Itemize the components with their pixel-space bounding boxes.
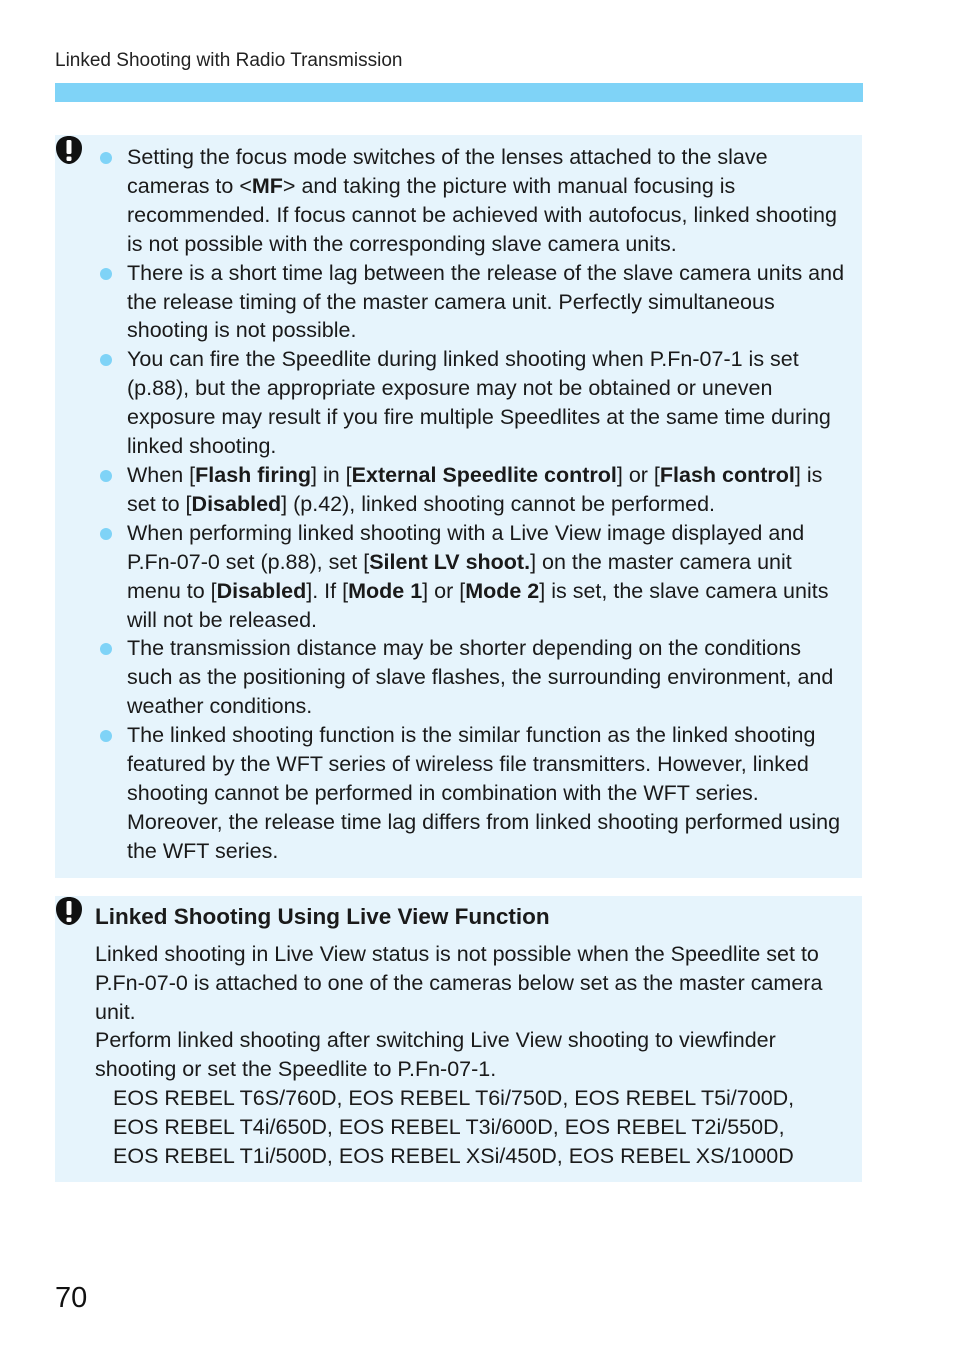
text-run: Setting the focus mode switches of the lenses attached to the slave cameras to < bbox=[127, 145, 768, 198]
bold-term: Flash control bbox=[659, 462, 795, 487]
section-body bbox=[95, 940, 850, 1170]
running-head-title: Linked Shooting with Radio Transmission bbox=[55, 50, 403, 71]
bold-term: Disabled bbox=[191, 491, 282, 516]
caution-icon bbox=[55, 896, 83, 926]
text-run: When performing linked shooting with a Live View image displayed and P.Fn-07-0 set (p.88), set [ bbox=[127, 520, 805, 574]
text-run: ] or [ bbox=[616, 462, 660, 487]
bold-term: Mode 2 bbox=[465, 578, 540, 603]
bold-term: Disabled bbox=[216, 578, 307, 603]
camera-model-line: EOS REBEL T1i/500D, EOS REBEL XSi/450D, EOS REBEL XS/1000D bbox=[113, 1143, 794, 1168]
camera-model-list bbox=[95, 1084, 850, 1170]
text-run: ] (p.42), linked shooting cannot be performed. bbox=[281, 491, 716, 516]
section-title: Linked Shooting Using Live View Function bbox=[95, 904, 550, 929]
header-bar bbox=[55, 83, 863, 102]
bold-term: Flash firing bbox=[195, 462, 311, 487]
bullet-item bbox=[127, 259, 847, 346]
text-run: The linked shooting function is the similar function as the linked shooting featured by the WFT series of wireless file transmitters. However, linked shooting cannot be performed in combination with the WFT series. Moreover, the release time lag differs from linked shooting performed using the WFT series. bbox=[127, 723, 841, 863]
bullet-dot-icon bbox=[100, 643, 112, 655]
live-view-caution-box bbox=[55, 896, 862, 1182]
bold-term: Mode 1 bbox=[348, 578, 423, 603]
bullet-dot-icon bbox=[100, 528, 112, 540]
bullet-dot-icon bbox=[100, 354, 112, 366]
text-run: There is a short time lag between the release of the slave camera units and the release timing of the master camera unit. Perfectly simultaneous shooting is not possible. bbox=[127, 260, 845, 343]
camera-model-line: EOS REBEL T6S/760D, EOS REBEL T6i/750D, EOS REBEL T5i/700D, bbox=[113, 1085, 795, 1110]
caution-bullet-list bbox=[127, 143, 847, 866]
text-run: ] is set to [ bbox=[127, 462, 823, 516]
text-run: ] on the master camera unit menu to [ bbox=[127, 549, 792, 603]
bullet-dot-icon bbox=[100, 470, 112, 482]
caution-icon bbox=[55, 135, 83, 165]
text-run: ] or [ bbox=[422, 578, 466, 603]
bullet-item bbox=[127, 461, 847, 519]
page-number: 70 bbox=[55, 1282, 88, 1314]
bold-term: Silent LV shoot. bbox=[369, 549, 531, 574]
bold-term: External Speedlite control bbox=[351, 462, 617, 487]
text-run: When [ bbox=[127, 462, 196, 487]
bullet-item bbox=[127, 519, 847, 635]
bullet-dot-icon bbox=[100, 730, 112, 742]
camera-model-line: EOS REBEL T4i/650D, EOS REBEL T3i/600D, EOS REBEL T2i/550D, bbox=[113, 1114, 785, 1139]
bullet-dot-icon bbox=[100, 152, 112, 164]
bullet-item bbox=[127, 721, 847, 866]
bullet-item bbox=[127, 143, 847, 259]
text-run: The transmission distance may be shorter depending on the conditions such as the positioning of slave flashes, the surrounding environment, and weather conditions. bbox=[127, 636, 834, 719]
paragraph: Linked shooting in Live View status is not possible when the Speedlite set to P.Fn-07-0 is attached to one of the cameras below set as the master camera unit. bbox=[95, 942, 823, 1024]
paragraph: Perform linked shooting after switching Live View shooting to viewfinder shooting or set the Speedlite to P.Fn-07-1. bbox=[95, 1028, 776, 1082]
text-run: You can fire the Speedlite during linked shooting when P.Fn-07-1 is set (p.88), but the appropriate exposure may not be obtained or uneven exposure may result if you fire multiple Speedlites at the same time during linked shooting. bbox=[127, 347, 831, 459]
caution-box bbox=[55, 135, 862, 878]
text-run: > and taking the picture with manual focusing is recommended. If focus cannot be achieved with autofocus, linked shooting is not possible with the corresponding slave camera units. bbox=[127, 173, 837, 256]
text-run: ]. If [ bbox=[306, 578, 349, 603]
bullet-dot-icon bbox=[100, 268, 112, 280]
bullet-item bbox=[127, 345, 847, 461]
text-run: ] in [ bbox=[311, 462, 352, 487]
text-run: ] is set, the slave camera units will not be released. bbox=[127, 578, 829, 632]
bullet-item bbox=[127, 634, 847, 721]
bold-term: MF bbox=[251, 173, 283, 198]
